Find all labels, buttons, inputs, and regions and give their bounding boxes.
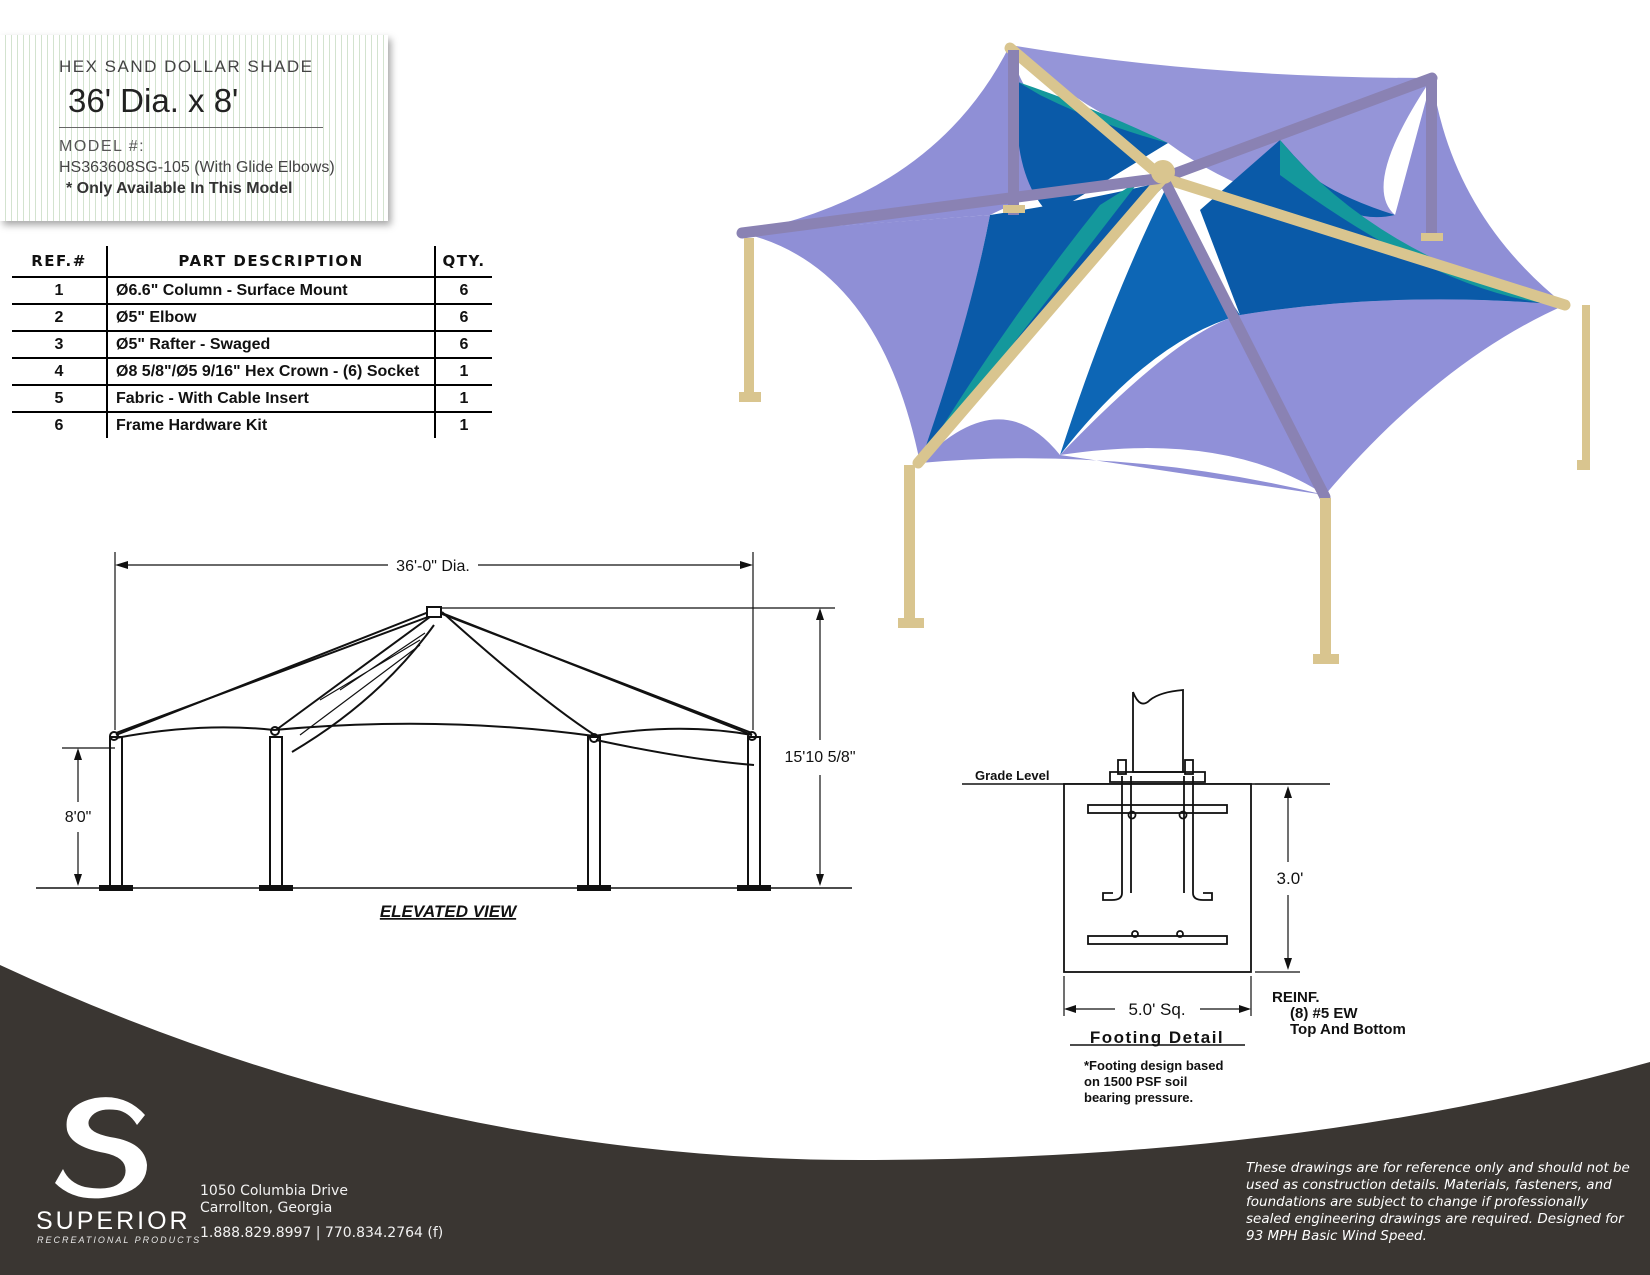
diameter-label: 36'-0" Dia.	[396, 558, 470, 575]
elevated-view-drawing	[30, 540, 860, 930]
product-size-title: 36' Dia. x 8'	[68, 82, 239, 119]
footing-note-line1: *Footing design based	[1084, 1058, 1224, 1073]
contact-phones: 1.888.829.8997 | 770.834.2764 (f)	[200, 1225, 444, 1241]
description-cell: Ø6.6" Column - Surface Mount	[107, 277, 435, 304]
qty-cell: 6	[435, 331, 492, 358]
qty-cell: 1	[435, 385, 492, 412]
address-street: 1050 Columbia Drive	[200, 1183, 348, 1199]
qty-cell: 6	[435, 277, 492, 304]
description-cell: Fabric - With Cable Insert	[107, 385, 435, 412]
disclaimer-text: These drawings are for reference only and should not be used as construction details. Materials, fasteners, and foundations are subject to change if professionally sealed engineering drawings are required. Designed for 93 MPH Basic Wind Speed.	[1246, 1160, 1630, 1244]
table-row	[12, 385, 492, 412]
company-tagline: RECREATIONAL PRODUCTS	[37, 1235, 202, 1245]
reinforcement-placement: Top And Bottom	[1290, 1021, 1406, 1038]
table-row	[12, 412, 492, 438]
company-name: SUPERIOR	[36, 1207, 191, 1235]
elevated-view-caption: ELEVATED VIEW	[379, 902, 517, 921]
description-cell: Ø5" Elbow	[107, 304, 435, 331]
description-cell: Ø5" Rafter - Swaged	[107, 331, 435, 358]
qty-header: QTY.	[435, 246, 492, 277]
model-number: HS363608SG-105 (With Glide Elbows)	[59, 159, 335, 176]
table-row	[12, 277, 492, 304]
ref-cell: 1	[12, 277, 107, 304]
title-divider	[59, 127, 323, 128]
footing-width-label: 5.0' Sq.	[1128, 1000, 1186, 1019]
column-height-label: 8'0"	[64, 809, 92, 826]
description-header: PART DESCRIPTION	[107, 246, 435, 277]
table-row	[12, 304, 492, 331]
qty-cell: 1	[435, 358, 492, 385]
footing-note-line2: on 1500 PSF soil	[1084, 1074, 1188, 1089]
ref-cell: 6	[12, 412, 107, 438]
parts-table-header	[12, 246, 492, 277]
reinforcement-title: REINF.	[1272, 989, 1320, 1006]
total-height-label: 15'10 5/8"	[784, 749, 856, 766]
qty-cell: 6	[435, 304, 492, 331]
table-row	[12, 331, 492, 358]
reinforcement-spec: (8) #5 EW	[1290, 1005, 1358, 1022]
footing-depth-label: 3.0'	[1276, 869, 1304, 888]
ref-cell: 4	[12, 358, 107, 385]
footing-note-line3: bearing pressure.	[1084, 1090, 1194, 1105]
parts-table	[12, 246, 492, 438]
description-cell: Frame Hardware Kit	[107, 412, 435, 438]
address-city: Carrollton, Georgia	[200, 1200, 333, 1216]
footing-detail-title: Footing Detail	[1089, 1028, 1225, 1047]
ref-header: REF.#	[12, 246, 107, 277]
model-label: MODEL #:	[59, 138, 146, 155]
qty-cell: 1	[459, 416, 469, 434]
superior-logo-icon	[55, 1095, 155, 1200]
series-name: HEX SAND DOLLAR SHADE	[59, 57, 314, 76]
footing-detail-drawing	[955, 685, 1475, 1115]
table-row	[12, 358, 492, 385]
grade-level-label: Grade Level	[975, 768, 1050, 783]
ref-cell: 2	[12, 304, 107, 331]
ref-cell: 5	[12, 385, 107, 412]
ref-cell: 3	[12, 331, 107, 358]
title-card	[0, 35, 388, 221]
description-cell: Ø8 5/8"/Ø5 9/16" Hex Crown - (6) Socket	[107, 358, 435, 385]
model-note: * Only Available In This Model	[66, 180, 293, 197]
